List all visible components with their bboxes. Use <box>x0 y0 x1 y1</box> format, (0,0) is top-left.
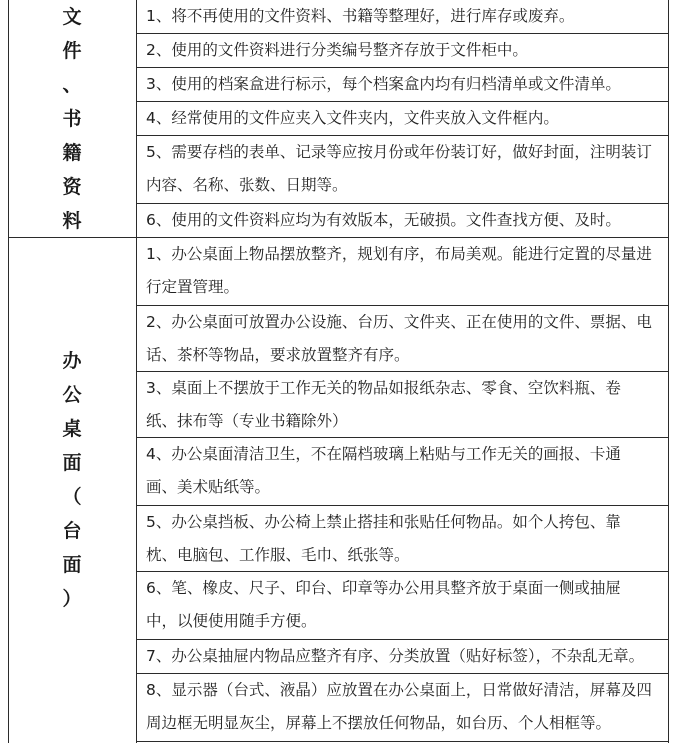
rule-item: 7、办公桌抽屉内物品应整齐有序、分类放置（贴好标签），不杂乱无章。 <box>146 647 645 665</box>
rule-item: 6、使用的文件资料应均为有效版本，无破损。文件查找方便、及时。 <box>146 211 621 229</box>
rule-item: 1、将不再使用的文件资料、书籍等整理好，进行库存或废弃。 <box>146 7 575 25</box>
rule-item: 3、桌面上不摆放于工作无关的物品如报纸杂志、零食、空饮料瓶、卷 纸、抹布等（专业书籍除外） <box>146 379 621 430</box>
rule-item: 2、使用的文件资料进行分类编号整齐存放于文件柜中。 <box>146 41 528 59</box>
rule-item: 2、办公桌面可放置办公设施、台历、文件夹、正在使用的文件、票据、电 话、茶杯等物品，要求放置整齐有序。 <box>146 313 652 364</box>
rule-item: 8、显示器（台式、液晶）应放置在办公桌面上，日常做好清洁，屏幕及四 周边框无明显灰尘，屏幕上不摆放任何物品，如台历、个人相框等。 <box>146 681 652 732</box>
rule-item: 1、办公桌面上物品摆放整齐，规划有序，布局美观。能进行定置的尽量进 行定置管理。 <box>146 245 652 296</box>
rule-item: 4、办公桌面清洁卫生，不在隔档玻璃上粘贴与工作无关的画报、卡通 画、美术贴纸等。 <box>146 445 621 496</box>
rule-item: 6、笔、橡皮、尺子、印台、印章等办公用具整齐放于桌面一侧或抽屉 中，以便使用随手方便。 <box>146 579 621 630</box>
rule-item: 4、经常使用的文件应夹入文件夹内，文件夹放入文件框内。 <box>146 109 559 127</box>
rule-item: 5、办公桌挡板、办公椅上禁止搭挂和张贴任何物品。如个人挎包、靠 枕、电脑包、工作服、毛巾、纸张等。 <box>146 513 621 564</box>
category-label-documents: 文 件 、 书 籍 资 料 <box>62 5 82 232</box>
rule-item: 3、使用的档案盒进行标示，每个档案盒内均有归档清单或文件清单。 <box>146 75 621 93</box>
category-label-desktop: 办 公 桌 面 （ 台 面 ） <box>62 350 82 610</box>
row-divider <box>136 741 669 742</box>
rule-item: 5、需要存档的表单、记录等应按月份或年份装订好，做好封面，注明装订 内容、名称、张数、日期等。 <box>146 143 652 194</box>
